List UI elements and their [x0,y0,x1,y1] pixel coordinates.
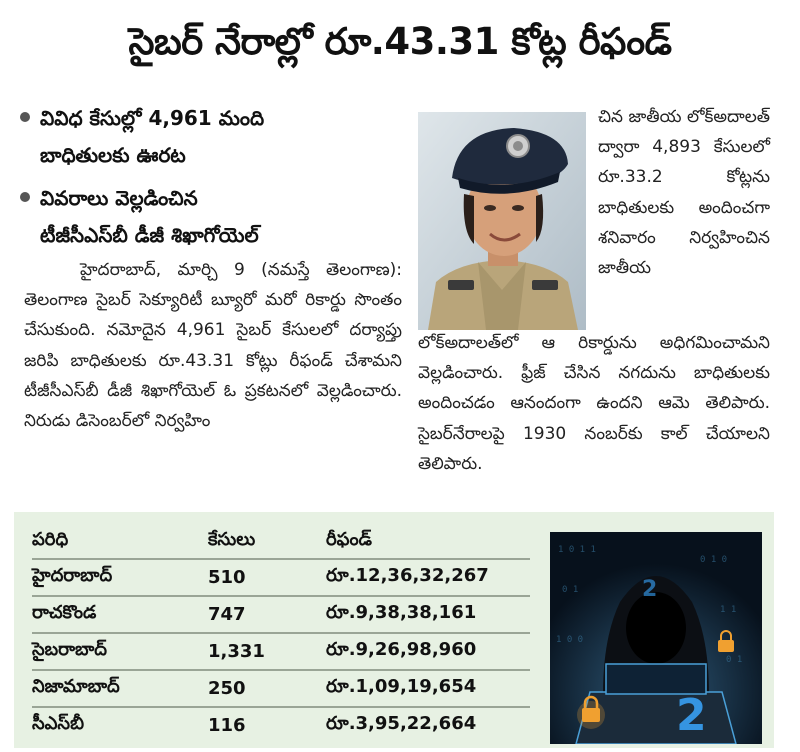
table-row [32,633,530,670]
column-header-refund: రీఫండ్ [326,524,530,559]
article-right-column-bottom [418,328,770,479]
svg-text:1 0 1 1: 1 0 1 1 [558,545,596,555]
article-right-column-top [598,102,770,283]
cell-cases: 747 [208,596,326,633]
bullet-line: వివిధ కేసుల్లో 4,961 మంది [40,106,265,130]
refund-table [32,524,530,743]
bullet-line: టీజీసీఎస్‌బీ డీజీ శిఖాగోయెల్ [40,223,259,247]
svg-text:0 1 0: 0 1 0 [700,555,728,565]
svg-text:0 1: 0 1 [726,655,743,665]
cell-refund: రూ.9,26,98,960 [326,633,530,670]
bullet-text [40,100,264,174]
hooded-hacker-icon [550,532,762,744]
table-row [32,559,530,596]
subheadline-bullets [14,100,409,260]
table-row [32,707,530,743]
cell-cases: 510 [208,567,246,588]
hacker-image [550,532,762,744]
svg-text:2: 2 [676,690,707,741]
cell-cases: 1,331 [208,633,326,670]
article-paragraph: చిన జాతీయ లోక్‌అదాలత్ ద్వారా 4,893 కేసులలో రూ.33.2 కోట్లను బాధితులకు అందించగా శనివారం నిర్వహించిన జాతీయ [598,107,770,279]
cell-area: హైదరాబాద్ [32,565,113,586]
cell-area: రాచకొండ [32,596,208,633]
cell-cases: 250 [208,670,326,707]
column-header-area: పరిధి [32,524,208,559]
cell-cases: 116 [208,707,326,743]
bullet-item [14,180,409,254]
cell-refund: రూ.1,09,19,654 [326,670,530,707]
cell-area: నిజామాబాద్ [32,670,208,707]
bullet-dot-icon [20,112,30,122]
refund-info-box [14,512,774,748]
svg-text:1 1: 1 1 [720,605,737,615]
svg-text:0 1: 0 1 [562,585,579,595]
article-paragraph: లోక్‌అదాలత్‌లో ఆ రికార్డును అధిగమించామని వెల్లడించారు. ఫ్రీజ్ చేసిన నగదును బాధితులకు అందించడం ఆనందంగా ఉందని ఆమె తెలిపారు. సైబర్‌నేరాలపై 1930 నంబర్‌కు కాల్ చేయాలని తెలిపారు. [418,333,770,474]
bullet-text [40,180,259,254]
officer-photo [418,112,586,330]
article-paragraph: హైదరాబాద్, మార్చి 9 (నమస్తే తెలంగాణ): తెలంగాణ సైబర్ సెక్యూరిటీ బ్యూరో మరో రికార్డు సొంతం చేసుకుంది. నమోదైన 4,961 సైబర్ కేసులలో దర్యాప్తు జరిపి బాధితులకు రూ.43.31 కోట్లు రీఫండ్ చేశామని టీజీసీఎస్‌బీ డీజీ శిఖాగోయెల్ ఓ ప్రకటనలో వెల్లడించారు. నిరుడు డిసెంబర్‌లో నిర్వహిం [24,260,402,432]
bullet-dot-icon [20,192,30,202]
bullet-item [14,100,409,174]
table-row [32,670,530,707]
cell-refund: రూ.3,95,22,664 [326,707,530,743]
svg-text:2: 2 [642,577,658,602]
cell-area: సైబరాబాద్ [32,633,208,670]
column-header-cases: కేసులు [208,524,326,559]
article-left-column [24,255,402,436]
cell-refund: రూ.12,36,32,267 [326,565,489,586]
cell-area: సీఎస్‌బీ [32,707,208,743]
headline: సైబర్ నేరాల్లో రూ.43.31 కోట్ల రీఫండ్ [128,20,672,63]
svg-text:1 0 0: 1 0 0 [556,635,584,645]
police-officer-portrait-icon [418,112,586,330]
table-row [32,596,530,633]
cell-refund: రూ.9,38,38,161 [326,596,530,633]
bullet-line: బాధితులకు ఊరట [40,143,186,167]
table-header-row [32,524,530,559]
bullet-line: వివరాలు వెల్లడించిన [40,186,198,210]
